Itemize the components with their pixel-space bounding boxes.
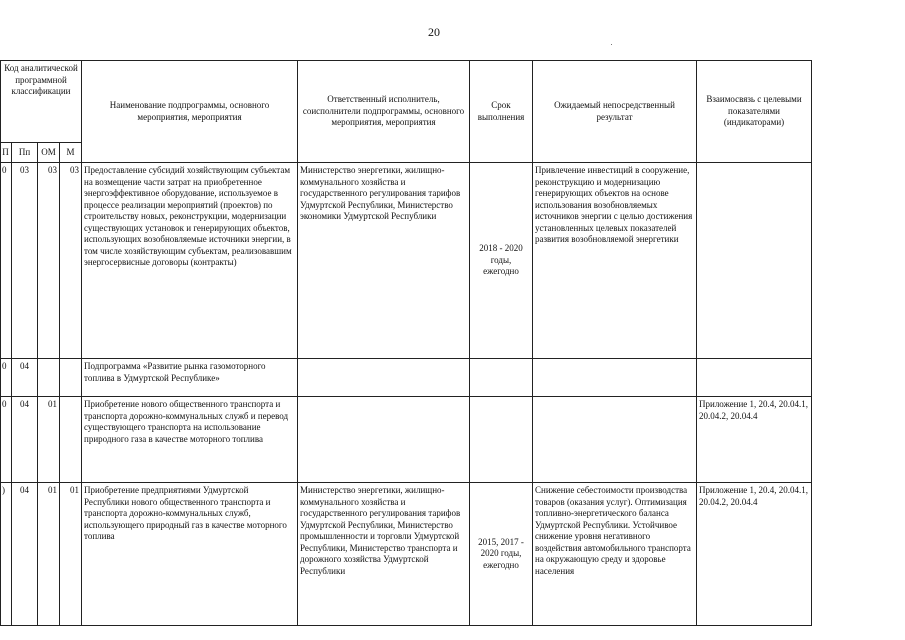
cell-executor	[298, 397, 470, 483]
cell-result	[533, 359, 697, 397]
cell-name: Предоставление субсидий хозяйствующим субъектам на возмещение части затрат на приобретенное энергоэффективное оборудование, используемое в процессе реализации мероприятий (проектов) по строительству новых, реконструкции, модернизации существующих установок и генерирующих объектов, использующих возобновляемые источники энергии, в том числе хозяйствующим субъектам, реализовавшим энергосервисные договоры (контракты)	[82, 163, 298, 359]
cell-m	[60, 397, 82, 483]
cell-result	[533, 397, 697, 483]
cell-link: Приложение 1, 20.4, 20.04.1, 20.04.2, 20.04.4	[697, 397, 812, 483]
header-result: Ожидаемый непосредственный результат	[533, 61, 697, 163]
table-row	[1, 163, 812, 359]
cell-m	[60, 359, 82, 397]
cell-om	[38, 359, 60, 397]
cell-result: Привлечение инвестиций в сооружение, реконструкцию и модернизацию генерирующих объектов на основе использования возобновляемых источников энергии с целью достижения установленных целевых показателей развития возобновляемой энергетики	[533, 163, 697, 359]
cell-pp: 03	[12, 163, 38, 359]
cell-p: 0	[1, 397, 12, 483]
program-activities-table	[0, 60, 812, 626]
table-row	[1, 359, 812, 397]
table-row	[1, 397, 812, 483]
header-code: Код аналитической программной классификации	[1, 61, 82, 143]
cell-om: 01	[38, 483, 60, 626]
cell-link	[697, 359, 812, 397]
cell-m: 01	[60, 483, 82, 626]
scan-speck	[611, 44, 612, 45]
header-term: Срок выполнения	[470, 61, 533, 163]
header-row	[1, 61, 812, 143]
cell-name: Приобретение предприятиями Удмуртской Республики нового общественного транспорта и транспорта дорожно-коммунальных служб, использующего природный газ в качестве моторного топлива	[82, 483, 298, 626]
header-link: Взаимосвязь с целевыми показателями (индикаторами)	[697, 61, 812, 163]
header-name: Наименование подпрограммы, основного мероприятия, мероприятия	[82, 61, 298, 163]
cell-name: Подпрограмма «Развитие рынка газомоторного топлива в Удмуртской Республике»	[82, 359, 298, 397]
header-executor: Ответственный исполнитель, соисполнители подпрограммы, основного мероприятия, мероприятия	[298, 61, 470, 163]
cell-pp: 04	[12, 483, 38, 626]
cell-om: 01	[38, 397, 60, 483]
subheader-m: М	[60, 143, 82, 163]
cell-executor	[298, 359, 470, 397]
cell-p: 0	[1, 359, 12, 397]
cell-link	[697, 163, 812, 359]
cell-p: 0	[1, 163, 12, 359]
page-number: 20	[428, 25, 440, 39]
cell-executor: Министерство энергетики, жилищно-коммунального хозяйства и государственного регулирования тарифов Удмуртской Республики, Министерство экономики Удмуртской Республики	[298, 163, 470, 359]
cell-link: Приложение 1, 20.4, 20.04.1, 20.04.2, 20.04.4	[697, 483, 812, 626]
cell-pp: 04	[12, 397, 38, 483]
subheader-p: П	[1, 143, 12, 163]
cell-result: Снижение себестоимости производства товаров (оказания услуг). Оптимизация топливно-энергетического баланса Удмуртской Республики. Устойчивое снижение уровня негативного воздействия автомобильного транспорта на окружающую среду и здоровье населения	[533, 483, 697, 626]
subheader-om: ОМ	[38, 143, 60, 163]
cell-executor: Министерство энергетики, жилищно-коммунального хозяйства и государственного регулирования тарифов Удмуртской Республики, Министерство промышленности и торговли Удмуртской Республики, Министерство транспорта и дорожного хозяйства Удмуртской Республики	[298, 483, 470, 626]
cell-term: 2015, 2017 - 2020 годы, ежегодно	[470, 483, 533, 626]
cell-term	[470, 397, 533, 483]
cell-p: )	[1, 483, 12, 626]
cell-m: 03	[60, 163, 82, 359]
cell-om: 03	[38, 163, 60, 359]
subheader-pp: Пп	[12, 143, 38, 163]
cell-term	[470, 359, 533, 397]
cell-term: 2018 - 2020 годы, ежегодно	[470, 163, 533, 359]
cell-name: Приобретение нового общественного транспорта и транспорта дорожно-коммунальных служб и перевод существующего транспорта на использование природного газа в качестве моторного топлива	[82, 397, 298, 483]
cell-pp: 04	[12, 359, 38, 397]
table-row	[1, 483, 812, 626]
